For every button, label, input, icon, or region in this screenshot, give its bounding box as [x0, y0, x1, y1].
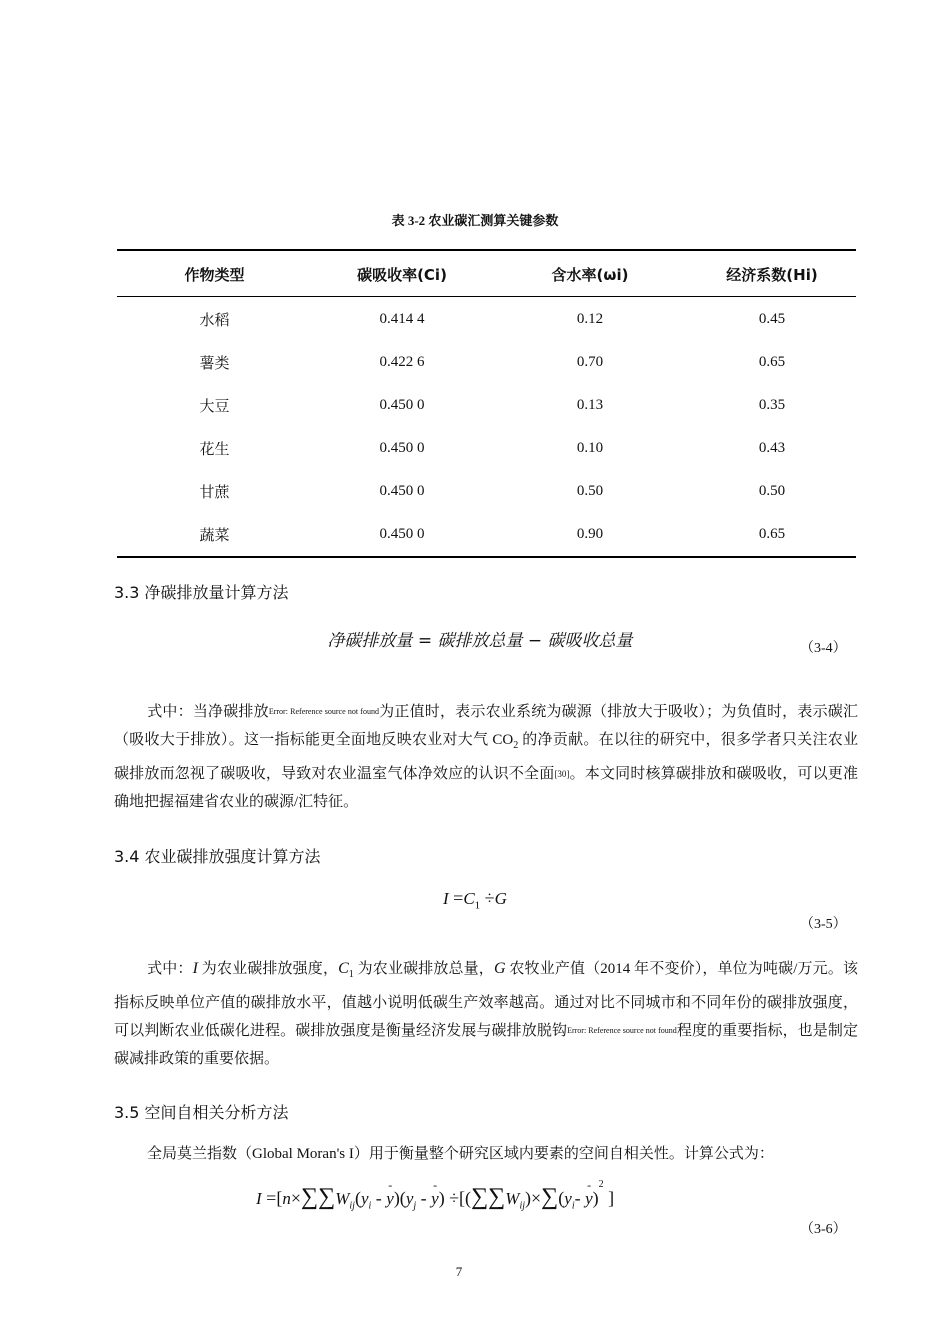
table-row	[117, 384, 856, 427]
table-cell: 0.12	[576, 311, 604, 327]
table-cell: 0.70	[576, 354, 604, 370]
column-header: 碳吸收率(Ci)	[357, 265, 447, 284]
reference-error-note: Error: Reference source not found	[567, 1026, 677, 1035]
paragraph-text: 式中：当净碳排放	[147, 704, 269, 720]
table-cell: 0.450 0	[379, 440, 425, 456]
formula-3-4: 净碳排放量 = 碳排放总量 − 碳吸收总量	[327, 631, 633, 651]
table-row	[117, 296, 856, 341]
table-row	[117, 427, 856, 470]
table-cell: 0.65	[758, 526, 786, 542]
paragraph-text: 为农业碳排放总量，	[353, 961, 494, 977]
paragraph-3-4: 式中：I 为农业碳排放强度，$C_1$ 为农业碳排放总量，G 农牧业产值（2014 年不变价），单位为吨碳/万元。该指标反映单位产值的碳排放水平，值越小说明低碳生产效率越高。通过对比不同城市和不同年份的碳排放强度，可以判断农业低碳化进程。碳排放强度是衡量经济发展与碳排放脱钩$^{Error: Reference source not found}$程度的重要指标，也是制定碳减排政策的重要依据。	[114, 960, 858, 1067]
reference-error-note: Error: Reference source not found	[268, 707, 379, 716]
table-cell: 0.422 6	[379, 354, 425, 370]
column-header: 含水率(ωi)	[551, 265, 629, 284]
equation-number: （3-6）	[800, 1222, 847, 1237]
table-cell: 薯类	[199, 356, 230, 372]
table-cell: 水稻	[199, 313, 230, 329]
table-row	[117, 470, 856, 513]
table-cell: 大豆	[199, 399, 230, 415]
table-row	[117, 341, 856, 384]
paragraph-text: 程度的重要指标，也是制定碳减排政策的重要依据。	[114, 1023, 858, 1067]
column-header: 作物类型	[184, 265, 245, 284]
column-header: 经济系数(Hi)	[726, 265, 818, 284]
table-cell: 0.90	[576, 526, 604, 542]
table-row	[117, 513, 856, 556]
table-bottom-rule	[117, 556, 856, 558]
parameters-table	[117, 252, 856, 556]
table-cell: 0.45	[758, 311, 786, 327]
table-cell: 甘蔗	[199, 485, 230, 501]
table-cell: 蔬菜	[199, 528, 230, 544]
section-heading-3-3: 3.3 净碳排放量计算方法	[114, 583, 289, 602]
section-heading-3-4: 3.4 农业碳排放强度计算方法	[114, 847, 321, 866]
table-top-rule	[117, 249, 856, 251]
paragraph-3-5	[114, 1140, 858, 1168]
formula-3-6: $I =[n\times\sum\sum W_{ij}(y_i$ - - $y)(y_j$ - - $y) \div[(\sum\sum W_{ij})\times\sum(y_i-$ - y)$^2$ ]	[256, 1178, 615, 1212]
table-header-row	[117, 252, 856, 296]
equation-number: （3-5）	[800, 917, 847, 932]
equation-number: （3-4）	[800, 641, 847, 656]
table-cell: 0.450 0	[379, 483, 425, 499]
paragraph-text: 。本文同时核算碳排放和碳吸收，可以更准确地把握福建省农业的碳源/汇特征。	[114, 766, 858, 810]
paragraph-text: 式中：	[147, 961, 193, 977]
paragraph-text: 农牧业产值（2014 年不变价），单位为吨碳/万元。该指标反映单位产值的碳排放水平，值越小说明低碳生产效率越高。通过对比不同城市和不同年份的碳排放强度，可以判断农业低碳化进程。碳排放强度是衡量经济发展与碳排放脱钩	[114, 961, 858, 1039]
paragraph-text: 的净贡献。在以往的研究中，很多学者只关注农业碳排放而忽视了碳吸收，导致对农业温室气体净效应的认识不全面	[114, 732, 858, 782]
table-cell: 0.50	[758, 483, 786, 499]
paragraph-text: 为农业碳排放强度，	[197, 961, 339, 977]
table-cell: 0.450 0	[379, 397, 425, 413]
table-cell: 花生	[199, 442, 230, 458]
paragraph-text: 全局莫兰指数（Global Moran's I）用于衡量整个研究区域内要素的空间自相关性。计算公式为：	[147, 1146, 774, 1162]
table-cell: 0.43	[758, 440, 786, 456]
section-heading-3-5: 3.5 空间自相关分析方法	[114, 1103, 289, 1122]
paragraph-3-3	[114, 698, 858, 816]
table-cell: 0.35	[758, 397, 786, 413]
table-cell: 0.10	[576, 440, 604, 456]
page-number: 7	[455, 1264, 463, 1279]
formula-3-5: $I =C_1 \div G$	[443, 888, 507, 912]
subscript: 2	[513, 740, 519, 751]
citation: [30]	[554, 769, 570, 779]
table-cell: 0.450 0	[379, 526, 425, 542]
table-cell: 0.13	[576, 397, 604, 413]
paragraph-text: 为正值时，表示农业系统为碳源（排放大于吸收）；为负值时，表示碳汇（吸收大于排放）。这一指标能更全面地反映农业对大气 CO	[114, 704, 858, 748]
table-cell: 0.414 4	[379, 311, 425, 327]
table-caption: 表 3-2 农业碳汇测算关键参数	[391, 213, 559, 228]
table-cell: 0.65	[758, 354, 786, 370]
table-cell: 0.50	[576, 483, 604, 499]
